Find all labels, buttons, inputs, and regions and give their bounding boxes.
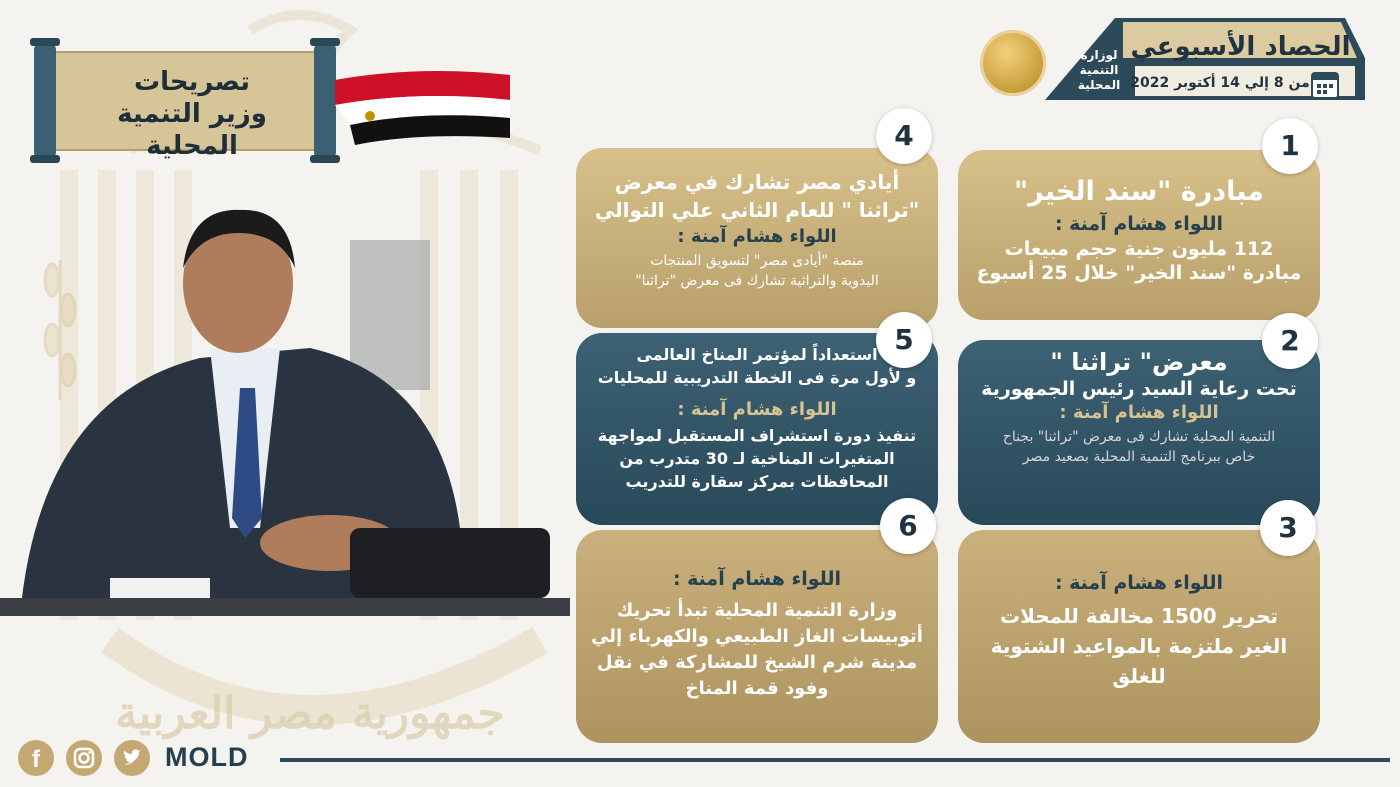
card-4-speaker: اللواء هشام آمنة : — [677, 226, 837, 247]
card-2-body2: خاص ببرنامج التنمية المحلية بصعيد مصر — [1022, 449, 1256, 465]
card-6-body2: أتوبيسات الغاز الطبيعي والكهرباء إلي — [591, 626, 923, 647]
card-3-speaker: اللواء هشام آمنة : — [1054, 572, 1224, 594]
card-1 — [958, 150, 1320, 320]
card-1-number-badge: 1 — [1262, 118, 1318, 174]
card-1-body1: 112 مليون جنية حجم مبيعات — [1004, 238, 1274, 260]
card-3-body2: الغير ملتزمة بالمواعيد الشتوية — [990, 634, 1288, 658]
card-6-body3: مدينة شرم الشيخ للمشاركة في نقل — [596, 652, 918, 673]
card-4 — [576, 148, 938, 328]
card-2 — [958, 340, 1320, 525]
card-1-body2: مبادرة "سند الخير" خلال 25 أسبوع — [976, 262, 1302, 284]
card-4-body1: منصة "أيادى مصر" لتسويق المنتجات — [650, 253, 864, 269]
card-2-speaker: اللواء هشام آمنة : — [1059, 402, 1219, 423]
header-ministry-label: لوزارة التنمية المحلية — [1077, 48, 1121, 92]
card-5-body2: المتغيرات المناخية لـ 30 متدرب من — [619, 449, 895, 468]
footer-divider — [280, 758, 1390, 762]
card-5-number-badge: 5 — [876, 312, 932, 368]
calendar-icon — [1310, 68, 1340, 100]
card-5-title2: و لأول مرة فى الخطة التدريبية للمحليات — [597, 368, 917, 387]
minister-photo — [0, 198, 570, 616]
card-5-body1: تنفيذ دورة استشراف المستقبل لمواجهة — [597, 426, 917, 445]
card-6-speaker: اللواء هشام آمنة : — [672, 568, 842, 590]
ribbon-line1: تصريحات — [134, 67, 250, 97]
header-date-range: من 8 إلي 14 أكتوبر 2022 — [1130, 75, 1310, 91]
card-5-speaker: اللواء هشام آمنة : — [677, 399, 837, 420]
card-1-title: مبادرة "سند الخير" — [1014, 176, 1264, 207]
card-5 — [576, 333, 938, 525]
card-6-number-badge: 6 — [880, 498, 936, 554]
header-title: الحصاد الأسبوعي — [1130, 32, 1351, 62]
ribbon-title — [92, 66, 292, 162]
instagram-icon[interactable] — [66, 740, 102, 776]
card-3 — [958, 530, 1320, 743]
card-6-body1: وزارة التنمية المحلية تبدأ تحريك — [616, 600, 898, 621]
ribbon-line2: وزير التنمية المحلية — [117, 99, 267, 161]
card-6-body4: وفود قمة المناخ — [685, 678, 829, 699]
card-4-title1: أيادي مصر تشارك في معرض — [614, 170, 900, 194]
card-4-body2: اليدوية والتراثية تشارك فى معرض "تراثنا" — [635, 273, 879, 289]
svg-text:f: f — [32, 746, 40, 773]
card-2-body1: التنمية المحلية تشارك فى معرض "تراثنا" بجناح — [1002, 429, 1276, 445]
card-4-number-badge: 4 — [876, 108, 932, 164]
card-3-body3: للغلق — [1112, 664, 1166, 688]
card-6 — [576, 530, 938, 743]
card-5-body3: المحافظات بمركز سقارة للتدريب — [625, 472, 889, 491]
card-2-title: معرض" تراثنا " — [1050, 348, 1228, 376]
egypt-flag-ribbon — [330, 70, 515, 145]
card-1-speaker: اللواء هشام آمنة : — [1054, 213, 1224, 235]
card-2-subtitle: تحت رعاية السيد رئيس الجمهورية — [981, 378, 1297, 400]
card-3-number-badge: 3 — [1260, 500, 1316, 556]
facebook-icon[interactable] — [18, 740, 54, 776]
twitter-icon[interactable] — [114, 740, 150, 776]
footer-brand: MOLD — [165, 742, 249, 772]
emblem-text: جمهورية مصر العربية — [115, 688, 505, 739]
card-5-title1: استعداداً لمؤتمر المناخ العالمى — [636, 345, 878, 364]
egypt-eagle-seal-icon — [980, 30, 1046, 96]
card-2-number-badge: 2 — [1262, 313, 1318, 369]
card-4-title2: "تراثنا " للعام الثاني علي التوالي — [594, 198, 920, 222]
card-3-body1: تحرير 1500 مخالفة للمحلات — [1000, 604, 1278, 628]
